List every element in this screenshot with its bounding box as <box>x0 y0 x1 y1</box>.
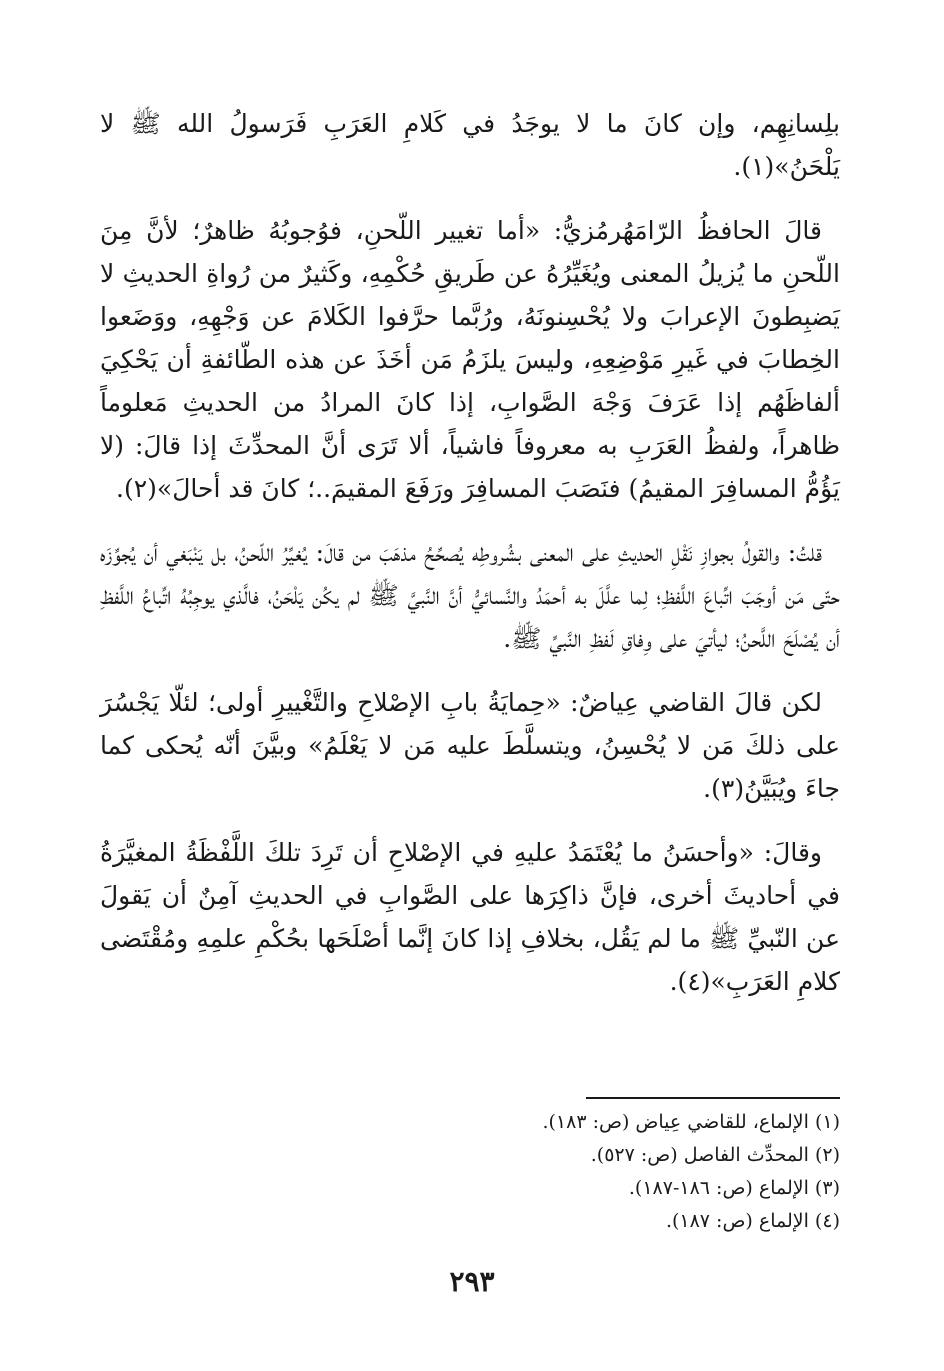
footnote-2: (٢) المحدِّث الفاصل (ص: ٥٢٧). <box>590 1144 840 1166</box>
paragraph-3: قلتُ: والقولُ بجوازِ نَقْلِ الحديثِ على المعنى بشُروطِه يُصحِّحُ مذهَبَ من قالَ: يُغيِّرُ اللّحنُ، بل يَنْبَغي أن يُجوِّزَه حتّى مَن أوجَبَ اتِّباعَ اللَّفظِ؛ لِما علَّلَ به أحمَدُ والنَّسائيُّ أنَّ النَّبيَّ ﷺ لم يكُن يَلْحَنُ، فالَّذي يوجِبُهُ اتِّباعُ اللَّفظِ أن يُصْلَحَ اللَّحنُ؛ ليأتيَ على وِفاقِ لَفظِ النَّبيِّ ﷺ. <box>100 538 840 653</box>
page-number: ٢٩٣ <box>449 1265 495 1298</box>
paragraph-1: بلِسانِهِم، وإن كانَ ما لا يوجَدُ في كَلامِ العَرَبِ فَرَسولُ الله ﷺ لا يَلْحَنُ»(١). <box>100 109 840 181</box>
footnote-4: (٤) الإلماع (ص: ١٨٧). <box>665 1210 840 1232</box>
paragraph-4: لكن قالَ القاضي عِياضٌ: «حِمايَةُ بابِ الإصْلاحِ والتَّغْييرِ أولى؛ لئلّا يَجْسُرَ على ذلكَ مَن لا يُحْسِنُ، ويتسلَّطَ عليه مَن لا يَعْلَمُ» وبيَّنَ أنّه يُحكى كما جاءَ ويُبَيَّنُ(٣). <box>100 688 840 803</box>
footnote-3: (٣) الإلماع (ص: ١٨٦-١٨٧). <box>628 1177 840 1199</box>
paragraph-2: قالَ الحافظُ الرّامَهُرمُزيُّ: «أما تغيير اللّحنِ، فوُجوبُهُ ظاهرٌ؛ لأنَّ مِنَ اللّحنِ ما يُزيلُ المعنى ويُغَيِّرُهُ عن طَريقِ حُكْمِهِ، وكَثيرٌ من رُواةِ الحديثِ لا يَضبِطونَ الإعرابَ ولا يُحْسِنونَهُ، ورُبَّما حرَّفوا الكَلامَ عن وَجْهِهِ، ووَضَعوا الخِطابَ في غَيرِ مَوْضِعِهِ، وليسَ يلزَمُ مَن أخَذَ عن هذه الطّائفةِ أن يَحْكِيَ ألفاظَهُم إذا عَرَفَ وَجْهَ الصَّوابِ، إذا كانَ المرادُ من الحديثِ مَعلوماً ظاهراً، ولفظُ العَرَبِ به معروفاً فاشياً، ألا تَرَى أنَّ المحدِّثَ إذا قالَ: (لا يَؤُمُّ المسافِرَ المقيمُ) فنَصَبَ المسافِرَ ورَفَعَ المقيمَ..؛ كانَ قد أحالَ»(٢). <box>100 216 840 503</box>
footnote-1: (١) الإلماع، للقاضي عِياض (ص: ١٨٣). <box>542 1111 840 1133</box>
main-text <box>100 102 840 1024</box>
paragraph-5: وقالَ: «وأحسَنُ ما يُعْتَمَدُ عليهِ في الإصْلاحِ أن تَرِدَ تلكَ اللَّفْظَةُ المغيَّرَةُ في أحاديثَ أخرى، فإنَّ ذاكِرَها على الصَّوابِ في الحديثِ آمِنٌ أن يَقولَ عن النّبيِّ ﷺ ما لم يَقُل، بخلافِ إذا كانَ إنَّما أصْلَحَها بحُكْمِ علمِهِ ومُقْتَضى كلامِ العَرَبِ»(٤). <box>100 838 840 996</box>
footnote-separator <box>586 1097 840 1099</box>
footnotes <box>100 1106 840 1238</box>
